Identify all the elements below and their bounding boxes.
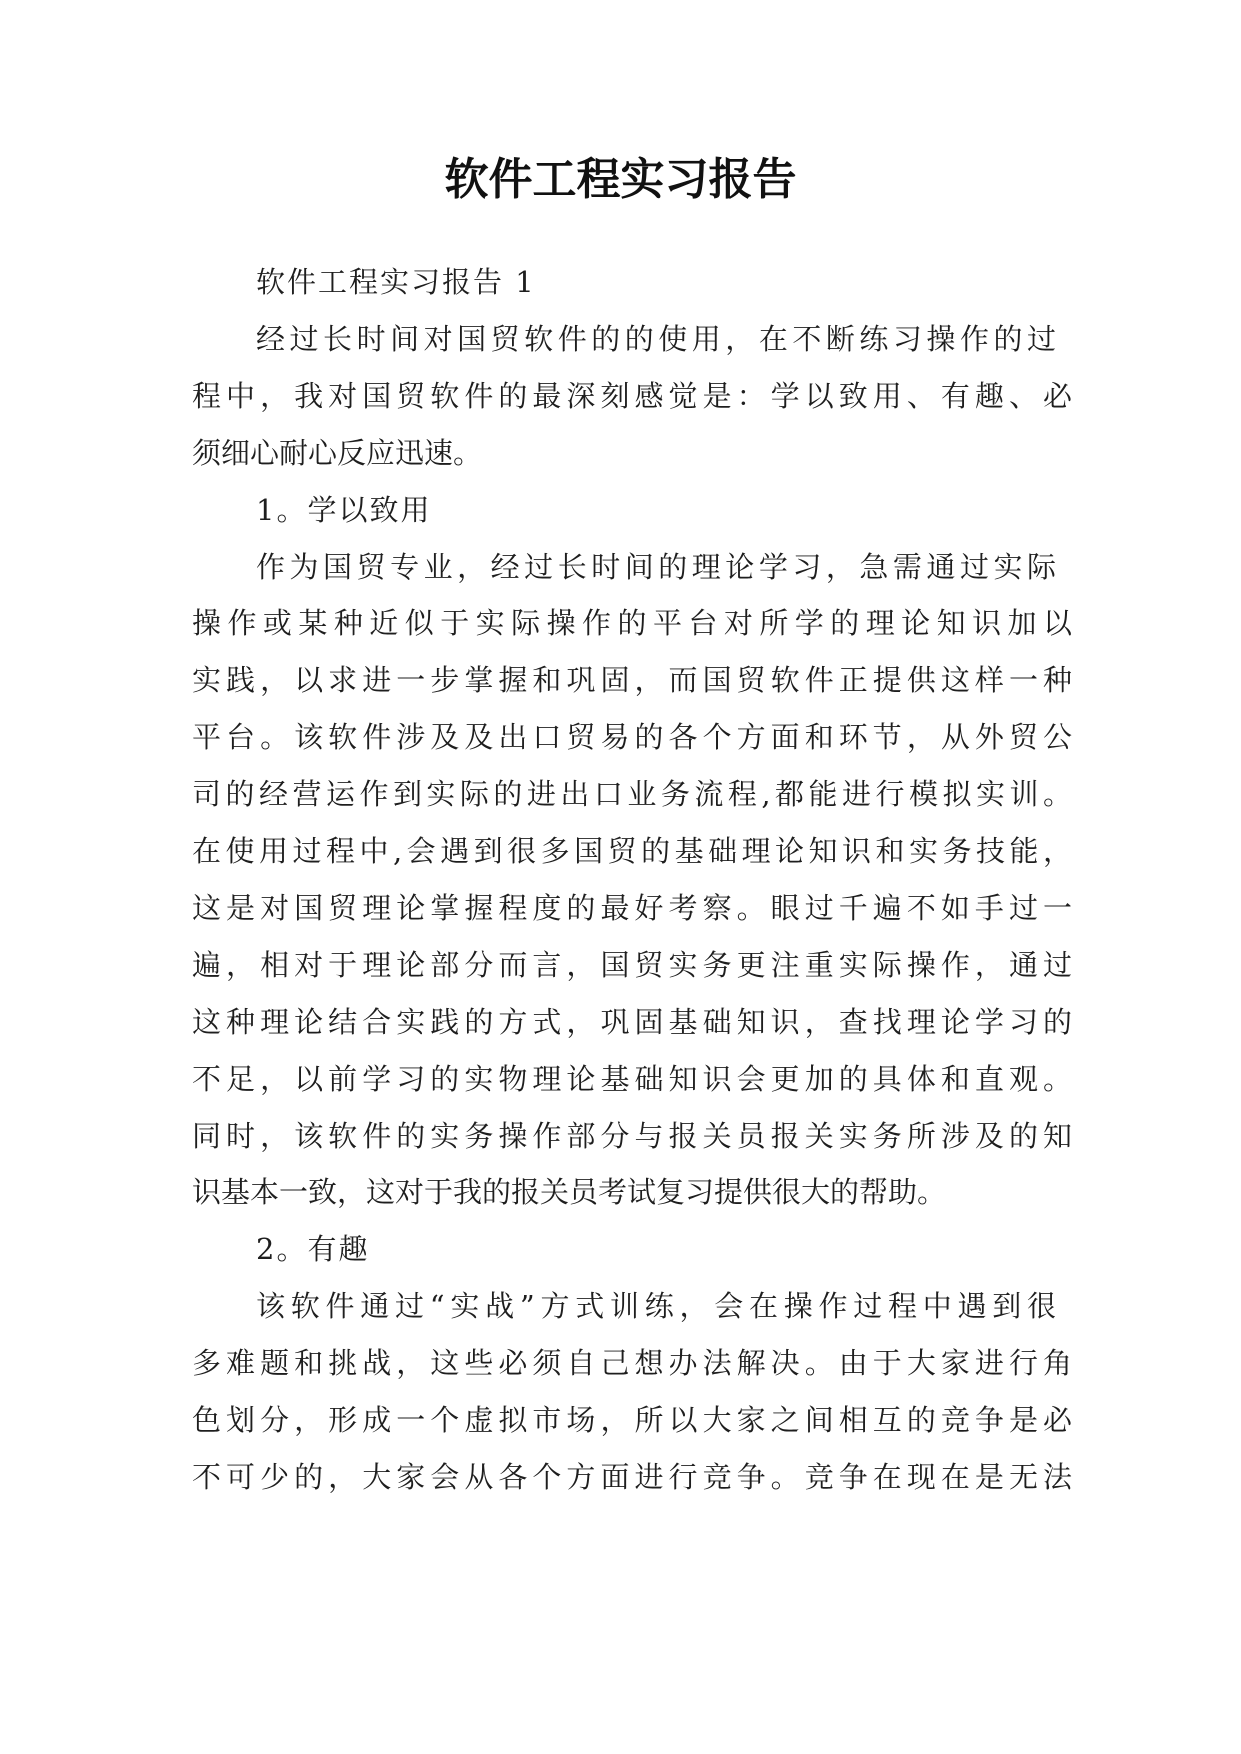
- paragraph-line: 同时，该软件的实务操作部分与报关员报关实务所涉及的知: [192, 1119, 1072, 1153]
- paragraph-line: 色划分，形成一个虚拟市场，所以大家之间相互的竞争是必: [192, 1403, 1072, 1437]
- paragraph-line: 多难题和挑战，这些必须自己想办法解决。由于大家进行角: [192, 1346, 1072, 1380]
- paragraph-line: 操作或某种近似于实际操作的平台对所学的理论知识加以: [192, 606, 1072, 640]
- paragraph-line: 司的经营运作到实际的进出口业务流程,都能进行模拟实训。: [192, 777, 1072, 811]
- paragraph-line: 在使用过程中,会遇到很多国贸的基础理论知识和实务技能，: [192, 834, 1072, 868]
- paragraph-line: 程中，我对国贸软件的最深刻感觉是：学以致用、有趣、必: [192, 379, 1072, 413]
- paragraph-line: 实践，以求进一步掌握和巩固，而国贸软件正提供这样一种: [192, 663, 1072, 697]
- section-heading: 2。有趣: [256, 1232, 370, 1266]
- document-subtitle: 软件工程实习报告 1: [256, 265, 536, 299]
- section-heading: 1。学以致用: [256, 493, 432, 527]
- paragraph-line: 经过长时间对国贸软件的的使用，在不断练习操作的过: [256, 322, 1056, 356]
- paragraph-line: 识基本一致，这对于我的报关员考试复习提供很大的帮助。: [192, 1175, 947, 1209]
- paragraph-line: 作为国贸专业，经过长时间的理论学习，急需通过实际: [256, 550, 1056, 584]
- paragraph-line: 平台。该软件涉及及出口贸易的各个方面和环节，从外贸公: [192, 720, 1072, 754]
- paragraph-line: 这是对国贸理论掌握程度的最好考察。眼过千遍不如手过一: [192, 891, 1072, 925]
- document-title: 软件工程实习报告: [444, 154, 797, 205]
- paragraph-line: 须细心耐心反应迅速。: [192, 436, 483, 470]
- paragraph-line: 遍，相对于理论部分而言，国贸实务更注重实际操作，通过: [192, 948, 1072, 982]
- paragraph-line: 不可少的，大家会从各个方面进行竞争。竞争在现在是无法: [192, 1460, 1072, 1494]
- paragraph-line: 该软件通过“实战”方式训练，会在操作过程中遇到很: [256, 1289, 1056, 1323]
- paragraph-line: 不足，以前学习的实物理论基础知识会更加的具体和直观。: [192, 1062, 1072, 1096]
- paragraph-line: 这种理论结合实践的方式，巩固基础知识，查找理论学习的: [192, 1005, 1072, 1039]
